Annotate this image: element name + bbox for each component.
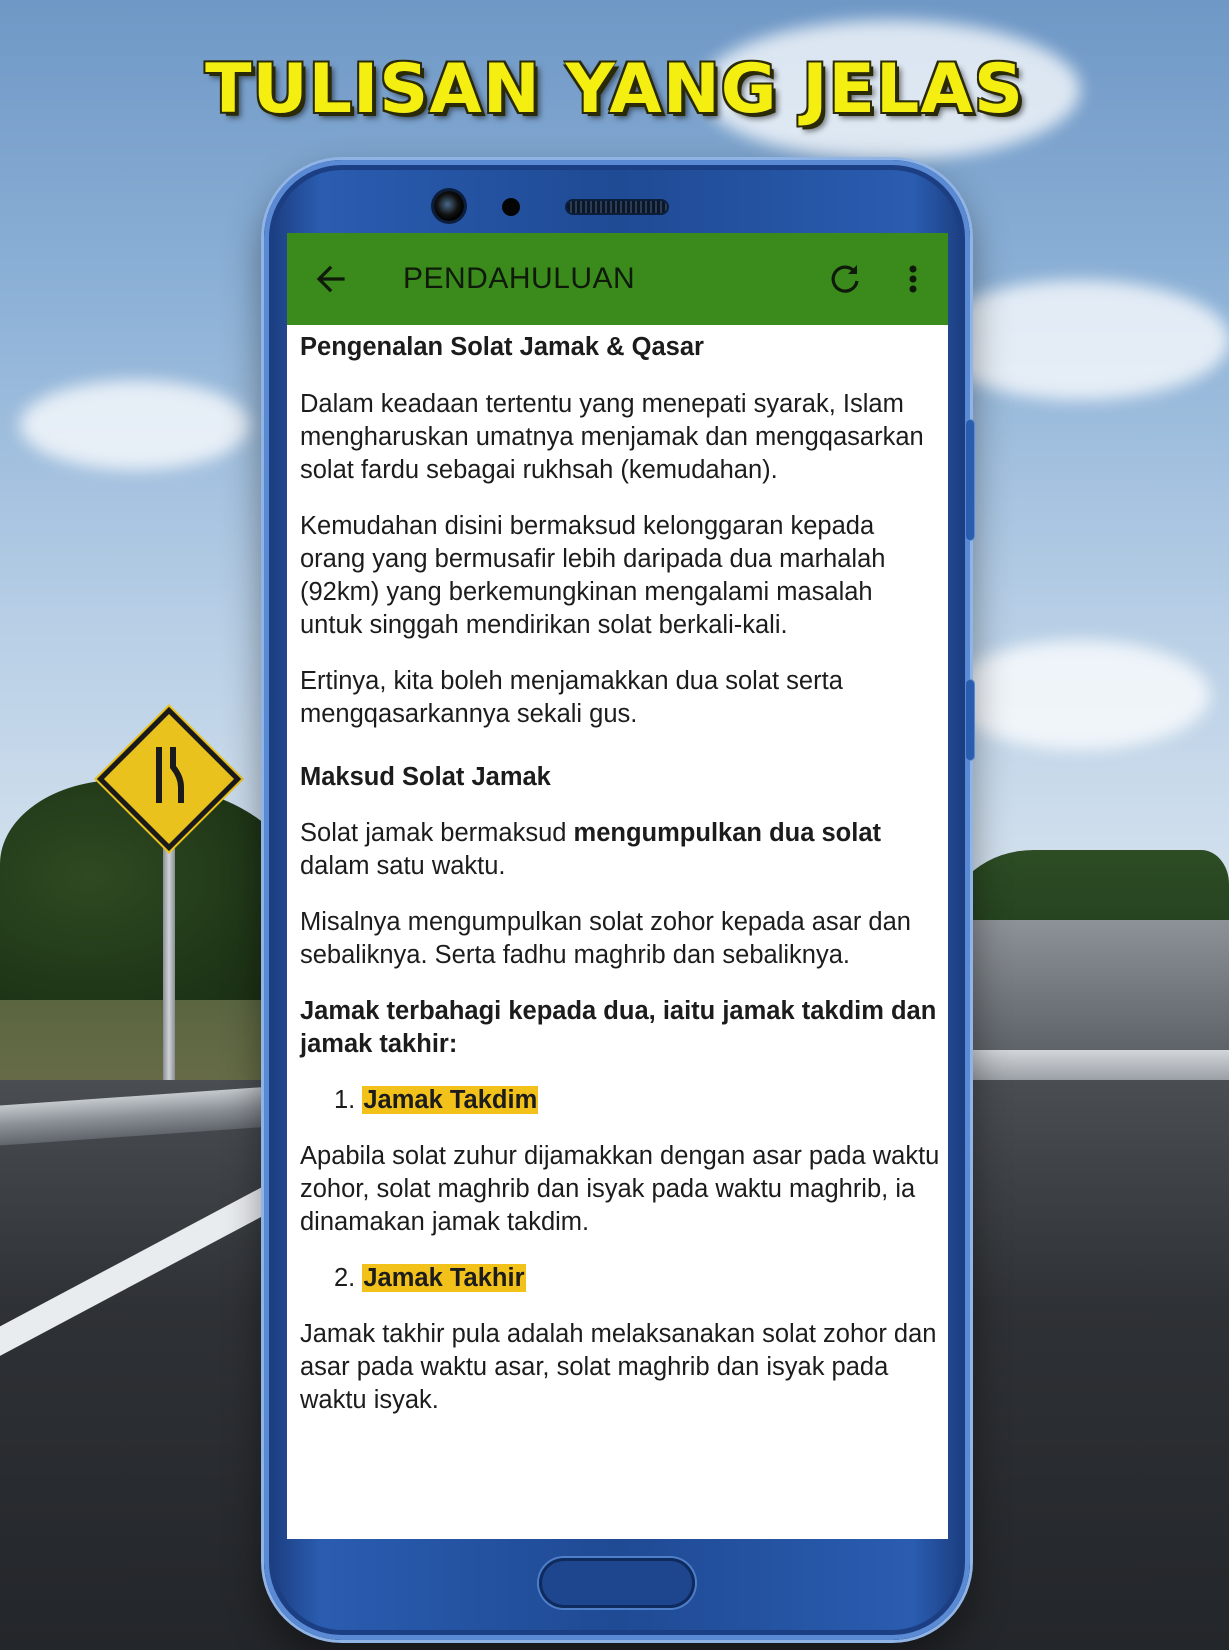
paragraph: Ertinya, kita boleh menjamakkan dua solat serta mengqasarkannya sekali gus. — [300, 667, 843, 728]
home-button[interactable] — [539, 1558, 695, 1608]
cloud — [950, 640, 1210, 750]
heading-jamak: Maksud Solat Jamak — [300, 763, 551, 791]
highlighted-term: Jamak Takdim — [363, 1086, 538, 1114]
refresh-icon[interactable] — [823, 257, 867, 301]
text-run: Solat jamak bermaksud — [300, 819, 574, 847]
paragraph: Jamak takhir pula adalah melaksanakan solat zohor dan asar pada waktu asar, solat maghrib dan isyak pada waktu isyak. — [300, 1320, 937, 1414]
article-content — [300, 325, 940, 1417]
paragraph — [300, 817, 940, 883]
paragraph-bold: Jamak terbahagi kepada dua, iaitu jamak takdim dan jamak takhir: — [300, 997, 937, 1058]
paragraph: Kemudahan disini bermaksud kelonggaran kepada orang yang bermusafir lebih daripada dua marhalah (92km) yang berkemungkinan mengalami masalah untuk singgah mendirikan solat berkali-kali. — [300, 512, 886, 639]
more-vertical-icon[interactable] — [891, 257, 935, 301]
app-bar — [287, 233, 948, 325]
list-item — [300, 1084, 940, 1117]
cloud — [20, 380, 250, 470]
bold-text: mengumpulkan dua solat — [573, 819, 882, 847]
paragraph: Apabila solat zuhur dijamakkan dengan asar pada waktu zohor, solat maghrib dan isyak pada waktu maghrib, ia dinamakan jamak takdim. — [300, 1142, 940, 1236]
power-button — [966, 680, 974, 760]
page-title: PENDAHULUAN — [403, 262, 636, 295]
paragraph: Dalam keadaan tertentu yang menepati syarak, Islam mengharuskan umatnya menjamak dan mengqasarkan solat fardu sebagai rukhsah (kemudahan). — [300, 390, 924, 484]
highlighted-term: Jamak Takhir — [363, 1264, 525, 1292]
volume-button — [966, 420, 974, 540]
paragraph: Misalnya mengumpulkan solat zohor kepada asar dan sebaliknya. Serta fadhu maghrib dan sebaliknya. — [300, 908, 911, 969]
lane-merge-icon — [153, 745, 187, 805]
earpiece-speaker — [567, 201, 667, 213]
list-number: 1. — [334, 1086, 356, 1114]
front-camera-icon — [434, 191, 464, 221]
list-number: 2. — [334, 1264, 356, 1292]
phone-screen — [287, 233, 948, 1539]
sensor-icon — [502, 198, 520, 216]
cloud — [930, 280, 1229, 400]
heading-intro: Pengenalan Solat Jamak & Qasar — [300, 333, 704, 361]
arrow-left-icon[interactable] — [309, 257, 353, 301]
promo-headline: TULISAN YANG JELAS — [205, 50, 1024, 129]
text-run: dalam satu waktu. — [300, 852, 506, 880]
guardrail-right — [960, 1050, 1229, 1080]
list-item — [300, 1262, 940, 1295]
sign-pole — [163, 830, 175, 1080]
